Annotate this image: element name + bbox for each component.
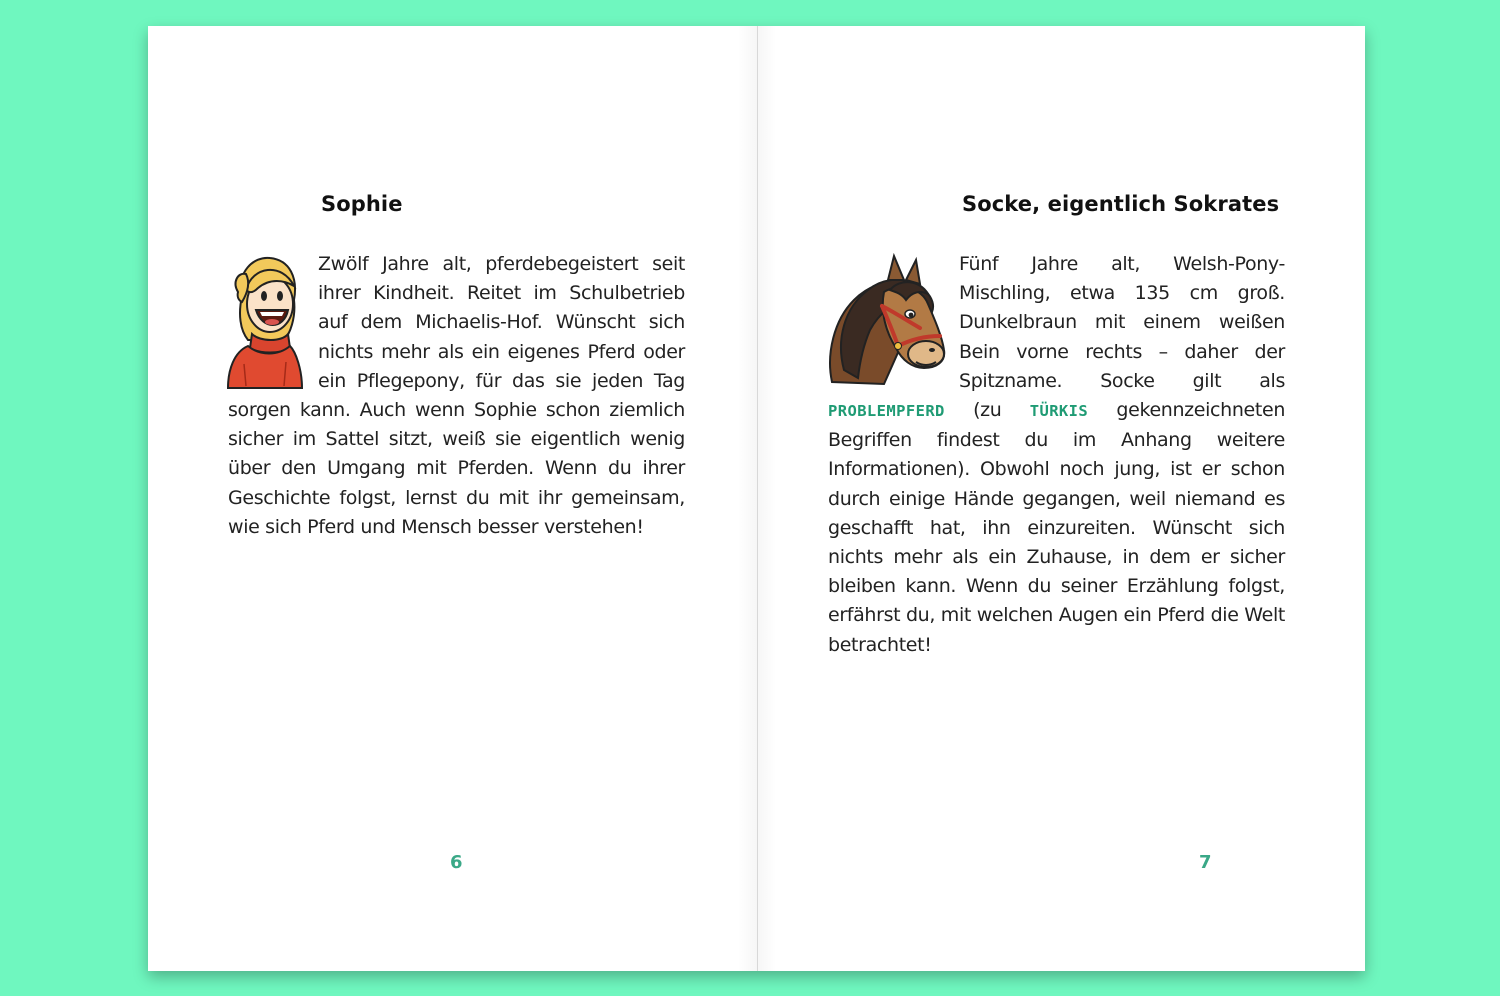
- girl-portrait-icon: [224, 252, 316, 394]
- glossary-term[interactable]: TÜRKIS: [1029, 402, 1089, 421]
- page-body-text: [228, 250, 685, 542]
- page-number: 7: [1199, 852, 1212, 873]
- book-spread: [148, 26, 1365, 971]
- page-number: 6: [450, 852, 463, 873]
- page-left: [148, 26, 756, 971]
- page-heading: Socke, eigentlich Sokrates: [962, 192, 1280, 216]
- page-body-text: [828, 250, 1285, 660]
- body-text-intro: Fünf Jahre alt, Welsh-Pony-Mischling, etwa 135 cm groß. Dunkelbraun mit einem weißen Bein vorne rechts – daher der Spitzname. Socke gilt als: [959, 253, 1285, 392]
- body-text-outro: gekennzeichneten Begriffen findest du im Anhang weitere Informationen). Obwohl noch jung, ist er schon durch einige Hände gegangen, weil niemand es geschafft hat, ihn einzureiten. Wünscht sich nichts mehr als ein Zuhause, in dem er sicher bleiben kann. Wenn du seiner Erzählung folgst, erfährst du, mit welchen Augen ein Pferd die Welt betrachtet!: [828, 399, 1286, 656]
- page-body-text-content: Zwölf Jahre alt, pferdebegeistert seit ihrer Kindheit. Reitet im Schulbetrieb auf dem Michaelis-Hof. Wünscht sich nichts mehr als ein eigenes Pferd oder ein Pflegepony, für das sie jeden Tag sorgen kann. Auch wenn Sophie schon ziemlich sicher im Sattel sitzt, weiß sie eigentlich wenig über den Umgang mit Pferden. Wenn du ihrer Geschichte folgst, lernst du mit ihr gemeinsam, wie sich Pferd und Mensch besser verstehen!: [228, 253, 685, 538]
- page-heading: Sophie: [321, 192, 403, 216]
- body-text-between: (zu: [944, 399, 1030, 422]
- page-right: [758, 26, 1366, 971]
- horse-portrait-icon: [824, 250, 957, 392]
- glossary-term[interactable]: PROBLEMPFERD: [828, 402, 945, 421]
